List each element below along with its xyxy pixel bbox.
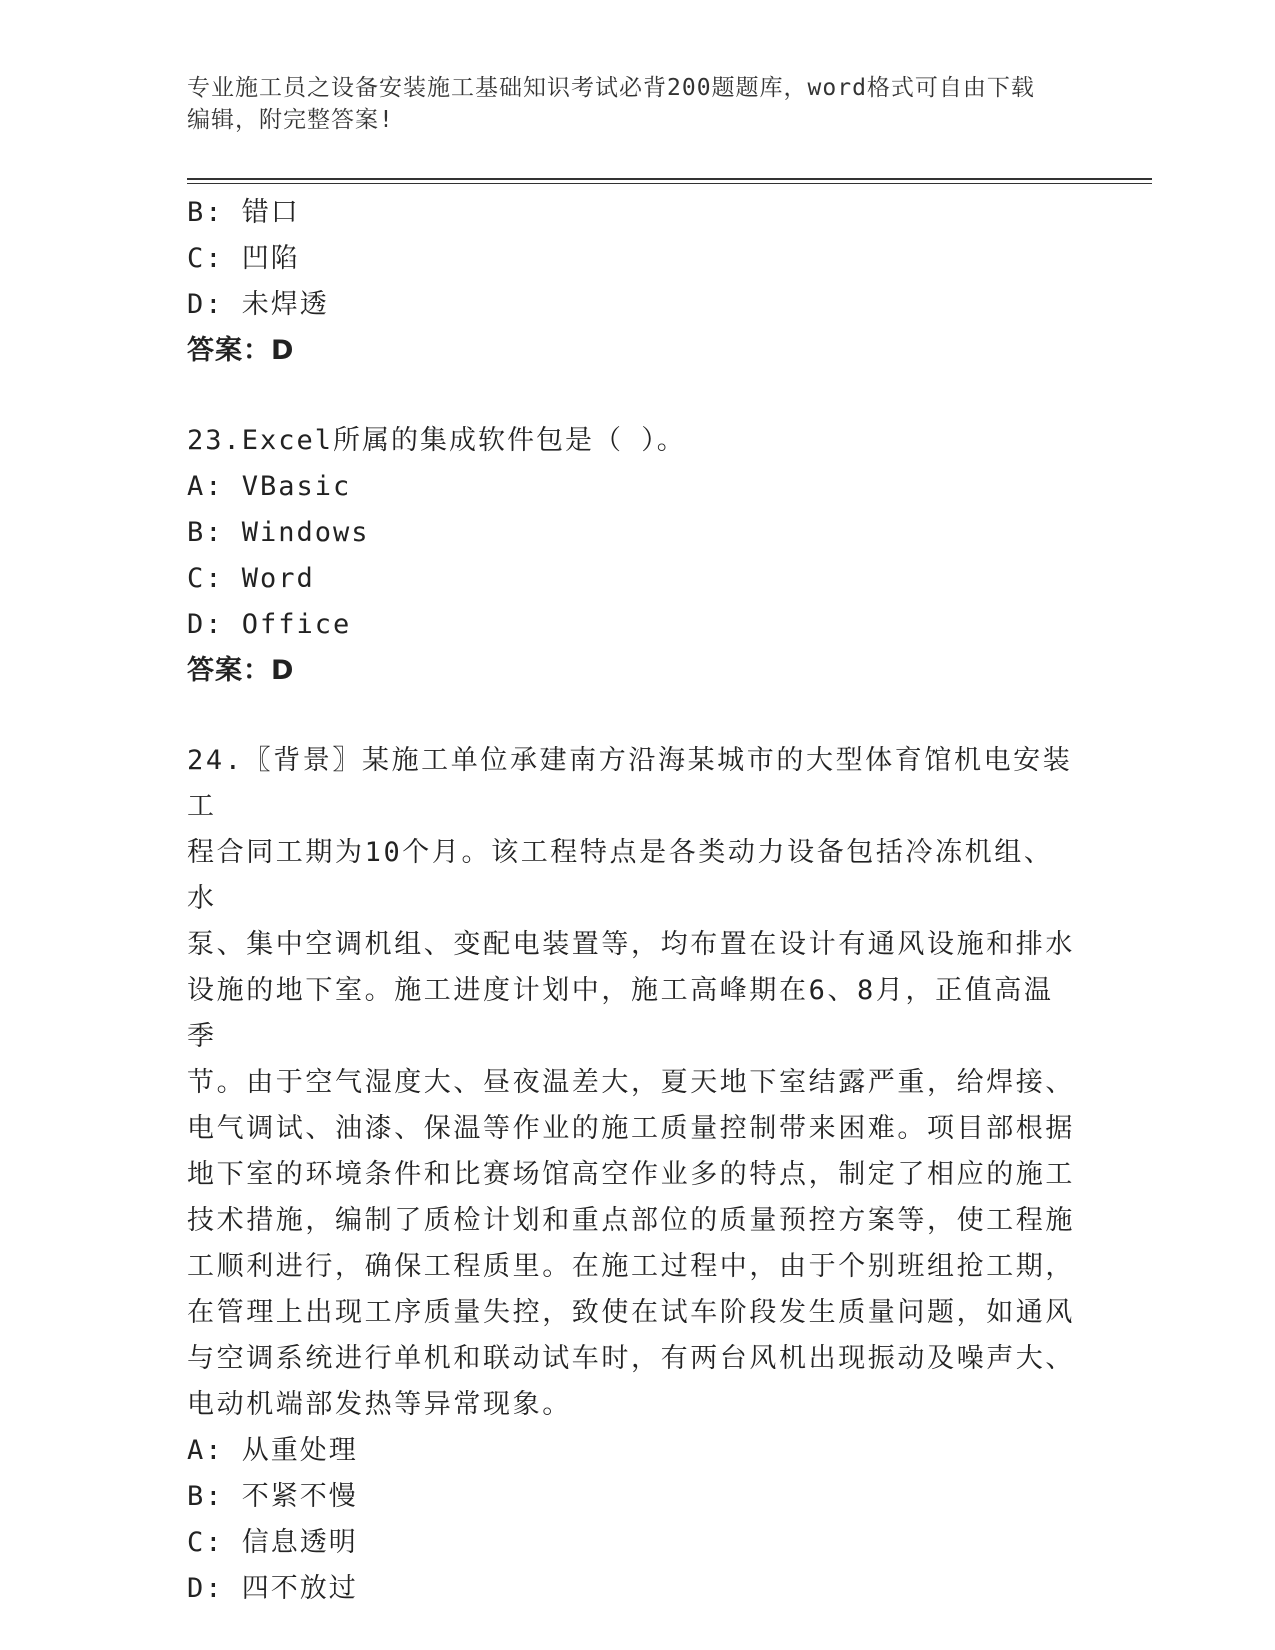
option-b: B: 错口 <box>187 197 300 228</box>
option-d: D: 未焊透 <box>187 289 329 320</box>
question-text <box>187 738 1082 1428</box>
option-b: B: 不紧不慢 <box>187 1481 358 1512</box>
question-line: 电动机端部发热等异常现象。 <box>187 1389 572 1420</box>
question-line: 24.〖背景〗某施工单位承建南方沿海某城市的大型体育馆机电安装工 <box>187 745 1073 822</box>
question-line: 泵、集中空调机组、变配电装置等，均布置在设计有通风设施和排水 <box>187 929 1075 960</box>
question-24 <box>187 738 1087 1612</box>
header-divider-thin <box>187 183 1152 184</box>
header-divider-thick <box>187 178 1152 180</box>
option-a: A: VBasic <box>187 471 352 502</box>
question-line: 技术措施，编制了质检计划和重点部位的质量预控方案等，使工程施 <box>187 1205 1075 1236</box>
question-line: 与空调系统进行单机和联动试车时，有两台风机出现振动及噪声大、 <box>187 1343 1075 1374</box>
option-c: C: Word <box>187 563 315 594</box>
header-line-2: 编辑，附完整答案! <box>187 107 394 133</box>
question-line: 节。由于空气湿度大、昼夜温差大，夏天地下室结露严重，给焊接、 <box>187 1067 1075 1098</box>
answer: 答案：D <box>187 655 295 686</box>
option-c: C: 信息透明 <box>187 1527 358 1558</box>
question-line: 地下室的环境条件和比赛场馆高空作业多的特点，制定了相应的施工 <box>187 1159 1075 1190</box>
option-a: A: 从重处理 <box>187 1435 358 1466</box>
question-line: 在管理上出现工序质量失控，致使在试车阶段发生质量问题，如通风 <box>187 1297 1075 1328</box>
document-body <box>187 190 1087 1612</box>
question-22 <box>187 190 1087 374</box>
header-line-1: 专业施工员之设备安装施工基础知识考试必背200题题库，word格式可自由下载 <box>187 75 1035 101</box>
question-line: 工顺利进行，确保工程质里。在施工过程中，由于个别班组抢工期， <box>187 1251 1075 1282</box>
question-23 <box>187 418 1087 694</box>
option-d: D: 四不放过 <box>187 1573 358 1604</box>
option-c: C: 凹陷 <box>187 243 300 274</box>
option-b: B: Windows <box>187 517 370 548</box>
question-line: 程合同工期为10个月。该工程特点是各类动力设备包括冷冻机组、水 <box>187 837 1054 914</box>
document-header <box>187 72 1067 136</box>
question-line: 设施的地下室。施工进度计划中，施工高峰期在6、8月，正值高温季 <box>187 975 1054 1052</box>
option-d: D: Office <box>187 609 352 640</box>
question-line: 电气调试、油漆、保温等作业的施工质量控制带来困难。项目部根据 <box>187 1113 1075 1144</box>
question-text: 23.Excel所属的集成软件包是（ ）。 <box>187 425 686 456</box>
answer: 答案：D <box>187 335 295 366</box>
